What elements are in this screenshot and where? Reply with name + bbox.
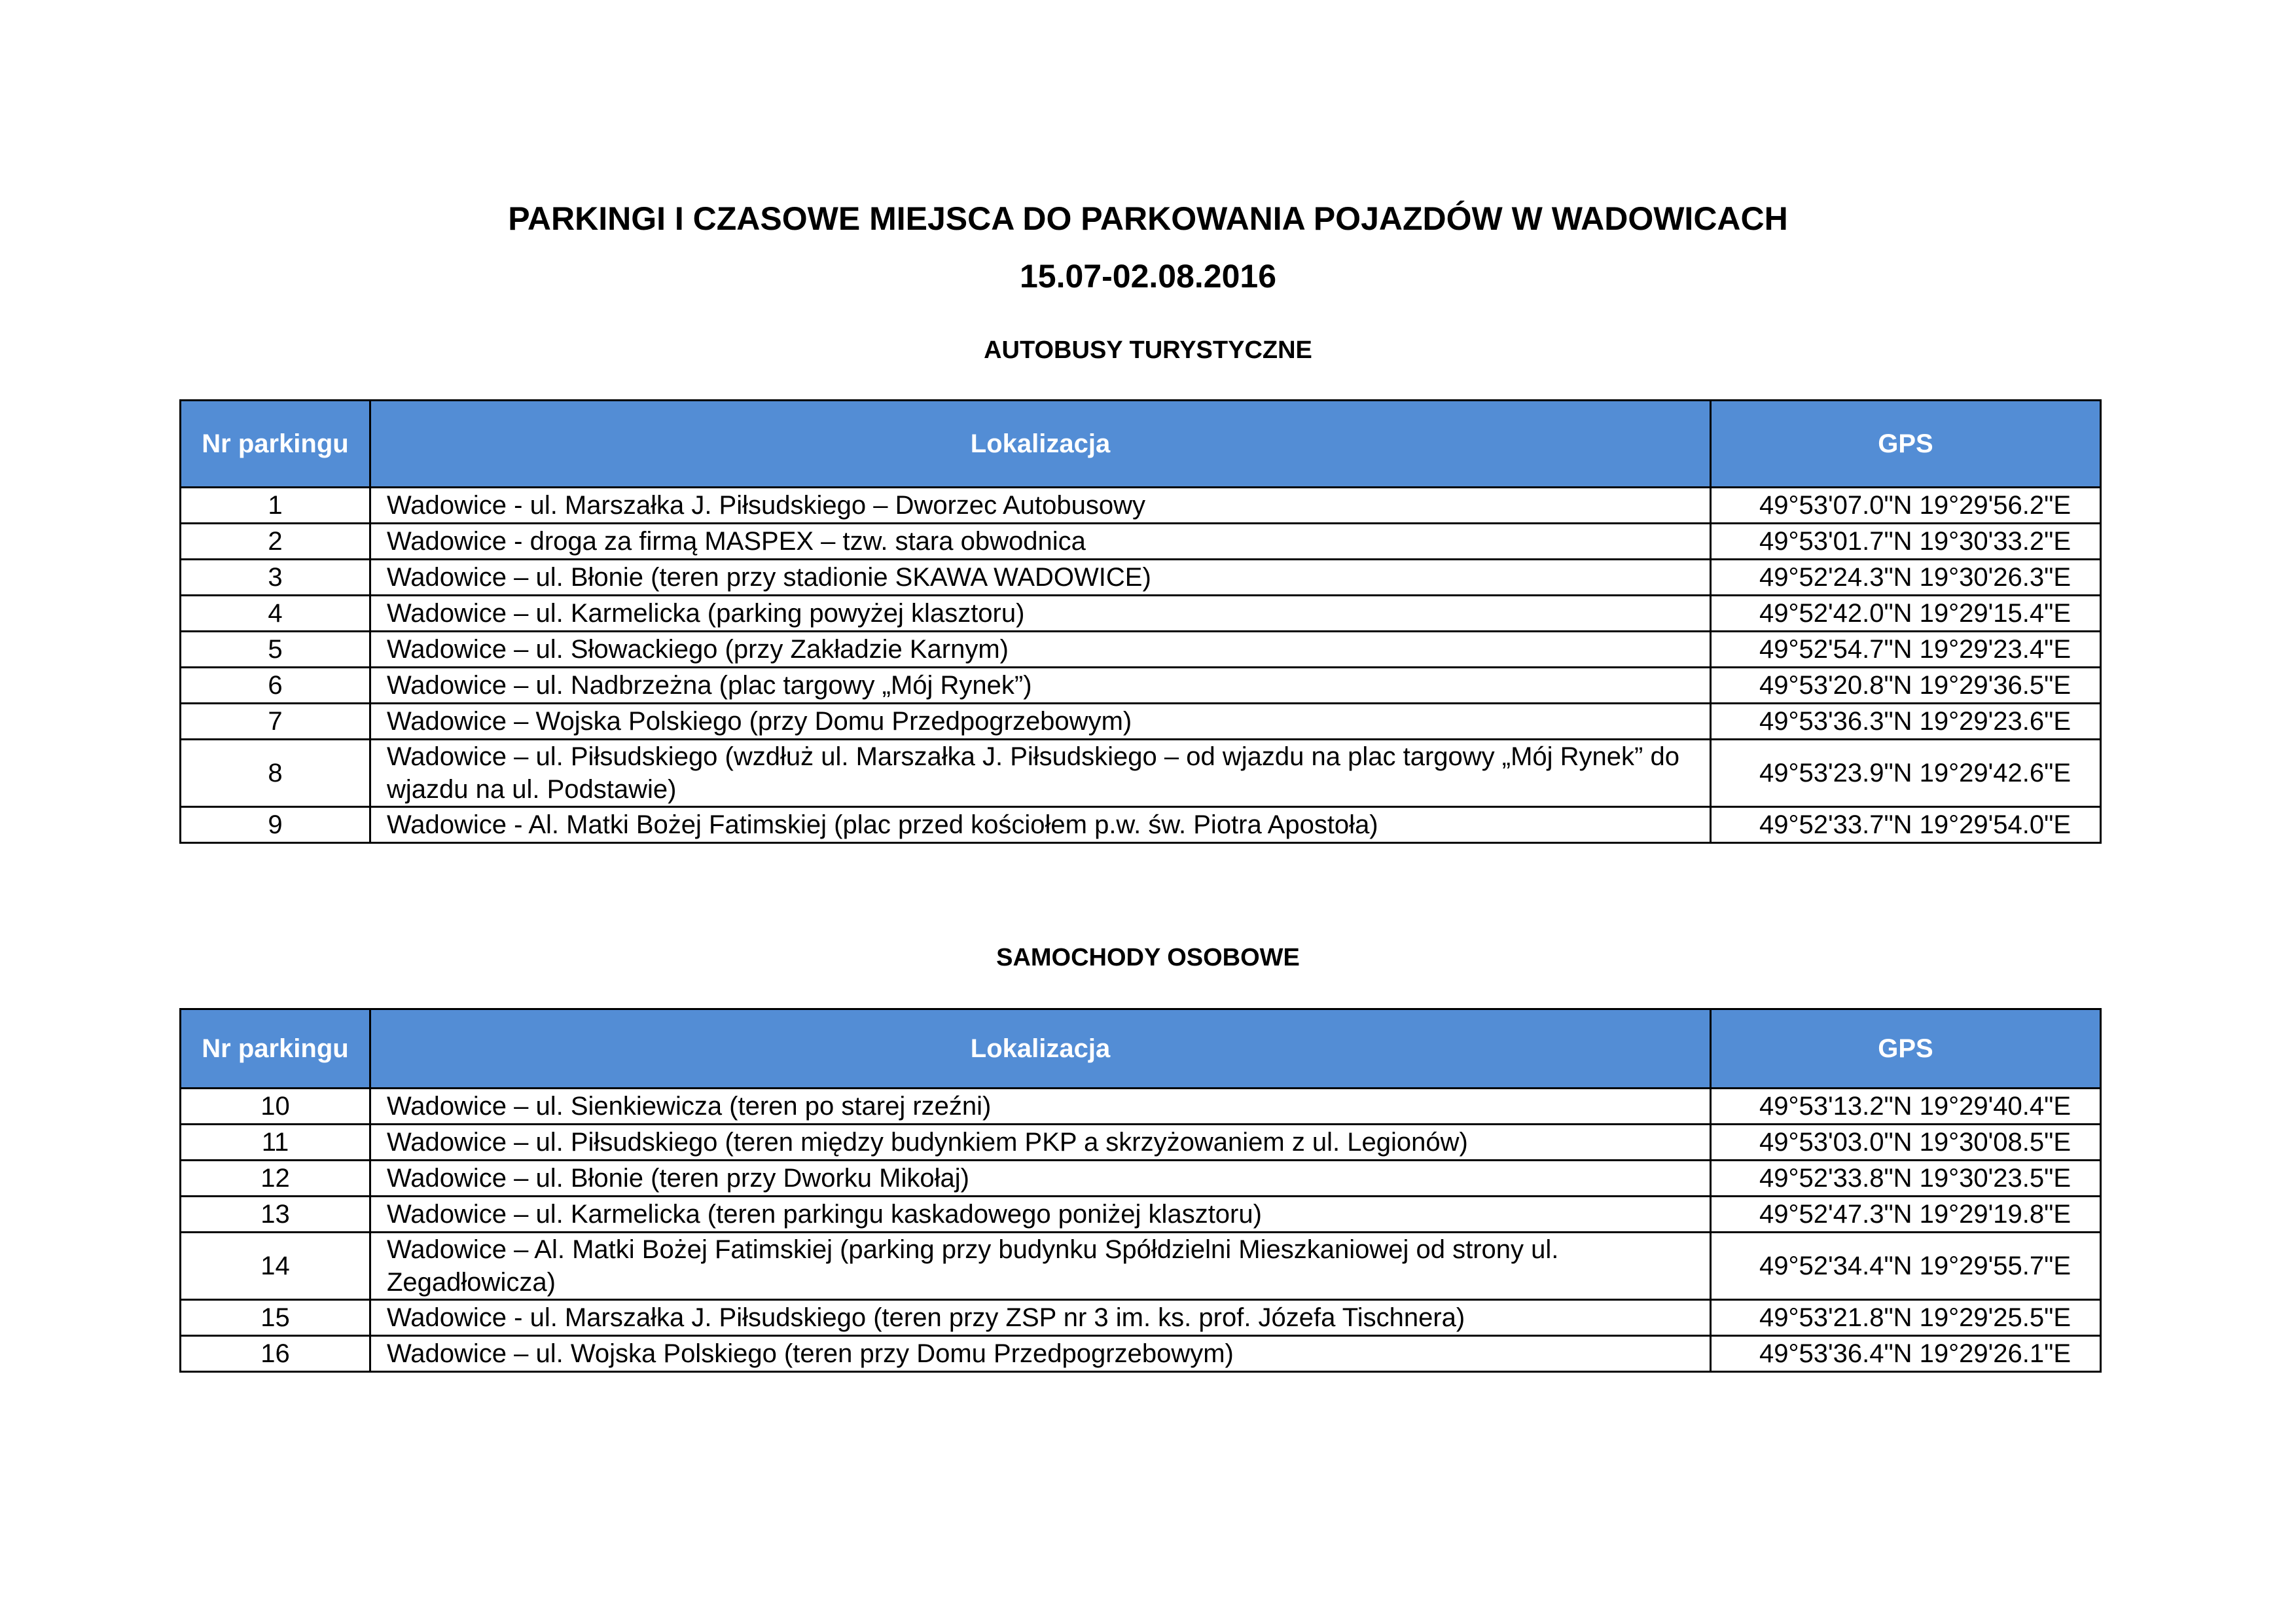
parking-number: 12 — [181, 1161, 370, 1197]
table-row — [181, 560, 2101, 596]
parking-location: Wadowice - droga za firmą MASPEX – tzw. stara obwodnica — [370, 524, 1711, 560]
table-row — [181, 807, 2101, 843]
parking-gps: 49°53'36.4"N 19°29'26.1"E — [1711, 1336, 2101, 1372]
parking-gps: 49°53'07.0"N 19°29'56.2"E — [1711, 488, 2101, 524]
column-header-number: Nr parkingu — [181, 401, 370, 488]
table-row — [181, 740, 2101, 807]
table-row — [181, 1300, 2101, 1336]
parking-gps: 49°53'36.3"N 19°29'23.6"E — [1711, 704, 2101, 740]
column-header-gps: GPS — [1711, 1009, 2101, 1089]
parking-gps: 49°52'33.7"N 19°29'54.0"E — [1711, 807, 2101, 843]
parking-number: 9 — [181, 807, 370, 843]
column-header-location: Lokalizacja — [370, 401, 1711, 488]
parking-gps: 49°52'34.4"N 19°29'55.7"E — [1711, 1233, 2101, 1300]
parking-number: 15 — [181, 1300, 370, 1336]
table-row — [181, 524, 2101, 560]
parking-number: 5 — [181, 632, 370, 668]
parking-gps: 49°53'21.8"N 19°29'25.5"E — [1711, 1300, 2101, 1336]
column-header-gps: GPS — [1711, 401, 2101, 488]
document-date-range: 15.07-02.08.2016 — [1019, 258, 1277, 295]
parking-number: 14 — [181, 1233, 370, 1300]
table-header-row — [181, 401, 2101, 488]
document-title: PARKINGI I CZASOWE MIEJSCA DO PARKOWANIA POJAZDÓW W WADOWICACH — [508, 200, 1788, 237]
parking-location: Wadowice – ul. Piłsudskiego (teren między budynkiem PKP a skrzyżowaniem z ul. Legionów) — [370, 1125, 1711, 1161]
parking-gps: 49°52'24.3"N 19°30'26.3"E — [1711, 560, 2101, 596]
parking-number: 4 — [181, 596, 370, 632]
parking-table-cars — [179, 1008, 2102, 1373]
parking-gps: 49°52'54.7"N 19°29'23.4"E — [1711, 632, 2101, 668]
parking-number: 10 — [181, 1089, 370, 1125]
parking-location: Wadowice - Al. Matki Bożej Fatimskiej (plac przed kościołem p.w. św. Piotra Apostoła) — [370, 807, 1711, 843]
parking-location: Wadowice – Al. Matki Bożej Fatimskiej (parking przy budynku Spółdzielni Mieszkaniowej od strony ul. Zegadłowicza) — [370, 1233, 1711, 1300]
table-row — [181, 1197, 2101, 1233]
parking-gps: 49°53'13.2"N 19°29'40.4"E — [1711, 1089, 2101, 1125]
column-header-location: Lokalizacja — [370, 1009, 1711, 1089]
parking-location: Wadowice – ul. Błonie (teren przy Dworku Mikołaj) — [370, 1161, 1711, 1197]
parking-table-buses — [179, 399, 2102, 844]
parking-location: Wadowice - ul. Marszałka J. Piłsudskiego – Dworzec Autobusowy — [370, 488, 1711, 524]
table-row — [181, 1336, 2101, 1372]
parking-location: Wadowice – ul. Nadbrzeżna (plac targowy „Mój Rynek”) — [370, 668, 1711, 704]
parking-gps: 49°53'01.7"N 19°30'33.2"E — [1711, 524, 2101, 560]
parking-location: Wadowice – ul. Sienkiewicza (teren po starej rzeźni) — [370, 1089, 1711, 1125]
table-row — [181, 668, 2101, 704]
parking-location: Wadowice – ul. Błonie (teren przy stadionie SKAWA WADOWICE) — [370, 560, 1711, 596]
parking-gps: 49°52'47.3"N 19°29'19.8"E — [1711, 1197, 2101, 1233]
parking-gps: 49°53'23.9"N 19°29'42.6"E — [1711, 740, 2101, 807]
table-row — [181, 632, 2101, 668]
table-row — [181, 596, 2101, 632]
table-row — [181, 1161, 2101, 1197]
section-title-buses: AUTOBUSY TURYSTYCZNE — [984, 336, 1312, 364]
parking-gps: 49°52'33.8"N 19°30'23.5"E — [1711, 1161, 2101, 1197]
table-row — [181, 1125, 2101, 1161]
table-row — [181, 488, 2101, 524]
parking-number: 6 — [181, 668, 370, 704]
parking-number: 13 — [181, 1197, 370, 1233]
parking-location: Wadowice – ul. Wojska Polskiego (teren przy Domu Przedpogrzebowym) — [370, 1336, 1711, 1372]
parking-location: Wadowice – Wojska Polskiego (przy Domu Przedpogrzebowym) — [370, 704, 1711, 740]
table-row — [181, 704, 2101, 740]
table-header-row — [181, 1009, 2101, 1089]
section-title-cars: SAMOCHODY OSOBOWE — [996, 944, 1300, 971]
parking-location: Wadowice – ul. Słowackiego (przy Zakładzie Karnym) — [370, 632, 1711, 668]
parking-gps: 49°53'03.0"N 19°30'08.5"E — [1711, 1125, 2101, 1161]
parking-location: Wadowice – ul. Piłsudskiego (wzdłuż ul. Marszałka J. Piłsudskiego – od wjazdu na plac targowy „Mój Rynek” do wjazdu na ul. Podstawie) — [370, 740, 1711, 807]
parking-number: 7 — [181, 704, 370, 740]
parking-location: Wadowice – ul. Karmelicka (parking powyżej klasztoru) — [370, 596, 1711, 632]
parking-gps: 49°53'20.8"N 19°29'36.5"E — [1711, 668, 2101, 704]
parking-location: Wadowice – ul. Karmelicka (teren parkingu kaskadowego poniżej klasztoru) — [370, 1197, 1711, 1233]
column-header-number: Nr parkingu — [181, 1009, 370, 1089]
parking-number: 16 — [181, 1336, 370, 1372]
parking-gps: 49°52'42.0"N 19°29'15.4"E — [1711, 596, 2101, 632]
parking-number: 3 — [181, 560, 370, 596]
parking-number: 11 — [181, 1125, 370, 1161]
parking-number: 2 — [181, 524, 370, 560]
parking-number: 8 — [181, 740, 370, 807]
parking-location: Wadowice - ul. Marszałka J. Piłsudskiego (teren przy ZSP nr 3 im. ks. prof. Józefa Tischnera) — [370, 1300, 1711, 1336]
parking-number: 1 — [181, 488, 370, 524]
table-row — [181, 1089, 2101, 1125]
table-row — [181, 1233, 2101, 1300]
